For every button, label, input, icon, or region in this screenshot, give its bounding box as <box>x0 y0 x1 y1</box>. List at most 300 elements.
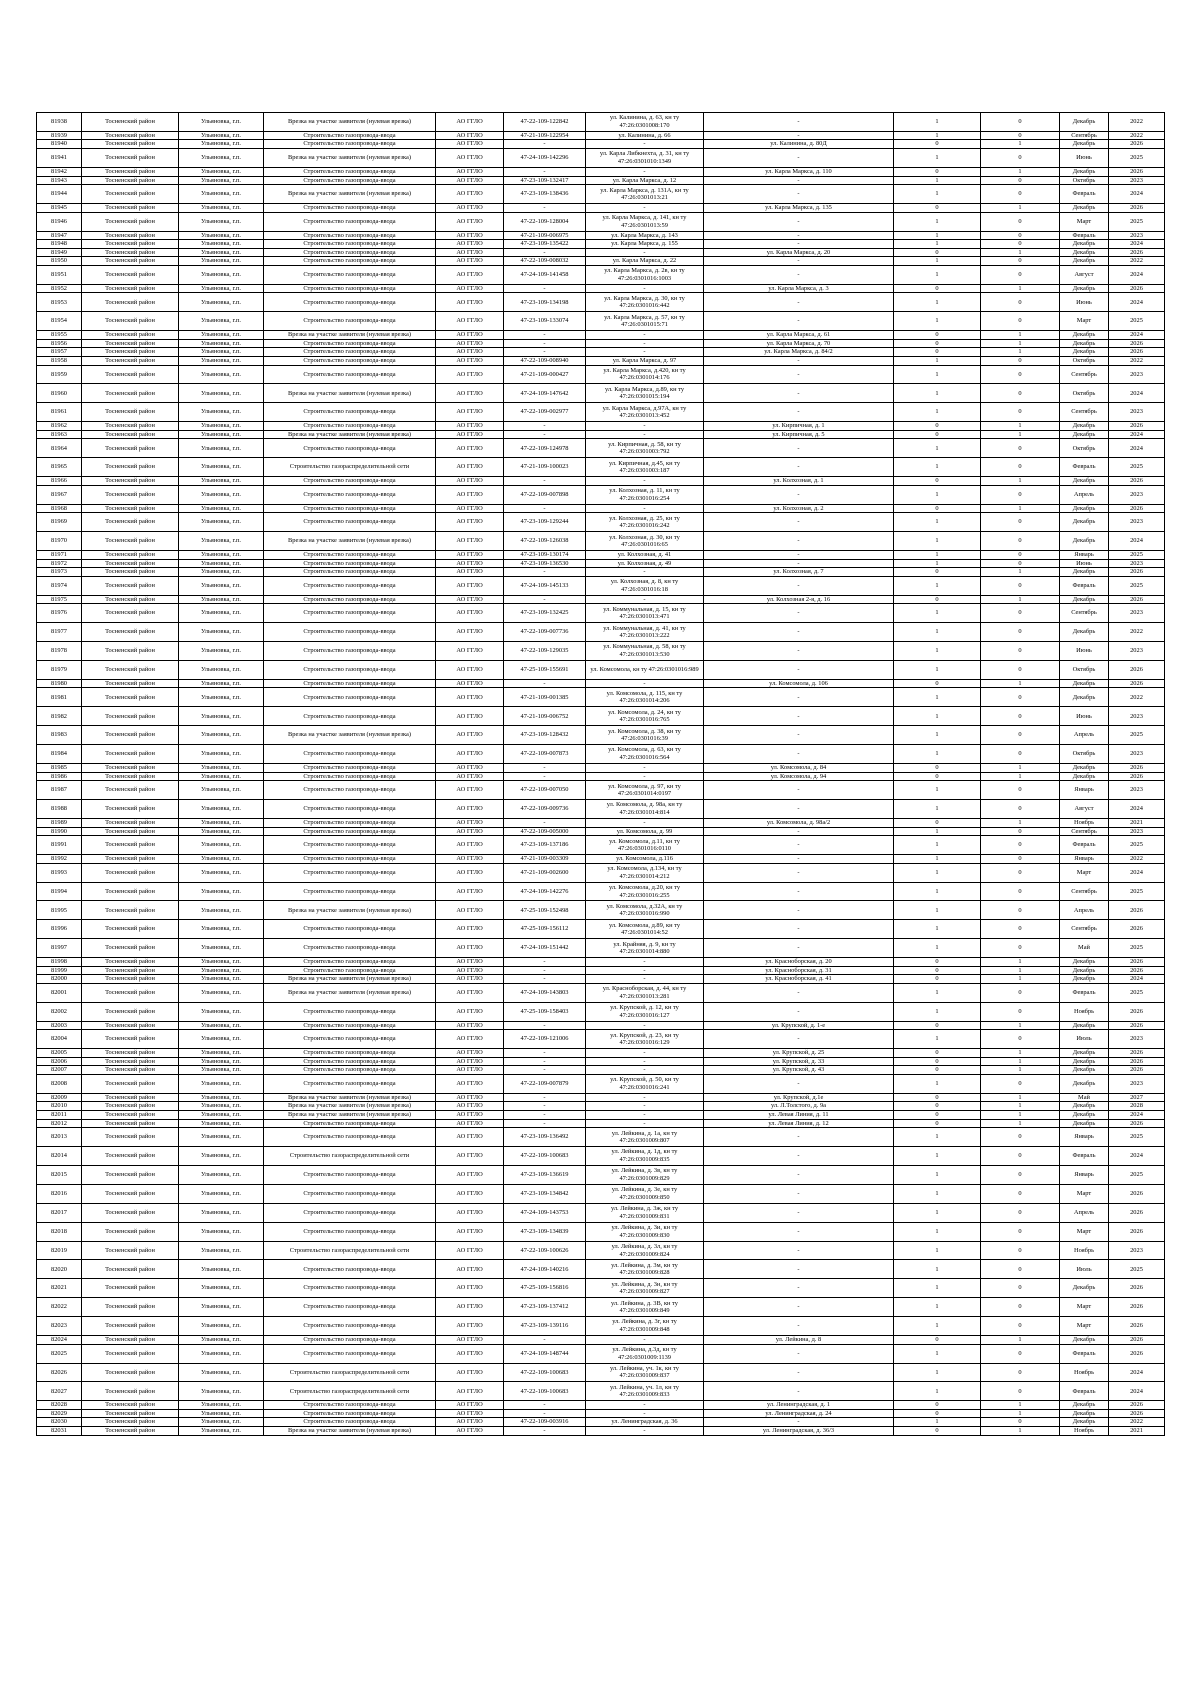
address-cell: ул. Карла Маркса, д. 3 <box>704 284 894 293</box>
address-cell: - <box>704 212 894 231</box>
count-a-cell: 0 <box>894 568 981 577</box>
table-row <box>37 365 1165 384</box>
registration-number-cell: 47-25-109-152498 <box>504 901 586 920</box>
count-b-cell: 0 <box>981 901 1060 920</box>
table-row <box>37 356 1165 365</box>
row-number-cell: 82013 <box>37 1128 82 1147</box>
district-cell: Тосненский район <box>82 339 179 348</box>
count-a-cell: 1 <box>894 1260 981 1279</box>
year-cell: 2026 <box>1109 1184 1165 1203</box>
year-cell: 2026 <box>1109 248 1165 257</box>
month-cell: Декабрь <box>1060 958 1109 967</box>
month-cell: Март <box>1060 1317 1109 1336</box>
address-cadastral-cell: ул. Карла Маркса, д. 30, кн ту 47:26:0301016:442 <box>586 293 704 312</box>
address-cadastral-cell: ул. Карла Маркса, д. 57, кн ту 47:26:0301015:71 <box>586 312 704 331</box>
table-row <box>37 1049 1165 1058</box>
address-cell: - <box>704 1241 894 1260</box>
registration-number-cell: - <box>504 1093 586 1102</box>
work-type-cell: Строительство газопровода-ввода <box>264 1128 436 1147</box>
organization-cell: АО ГГЛО <box>436 595 504 604</box>
count-a-cell: 1 <box>894 642 981 661</box>
row-number-cell: 82027 <box>37 1382 82 1401</box>
district-cell: Тосненский район <box>82 688 179 707</box>
address-cell: - <box>704 939 894 958</box>
year-cell: 2024 <box>1109 331 1165 340</box>
work-type-cell: Врезка на участке заявителя (нулевая врезка) <box>264 149 436 168</box>
year-cell: 2027 <box>1109 1093 1165 1102</box>
row-number-cell: 82025 <box>37 1344 82 1363</box>
year-cell: 2026 <box>1109 167 1165 176</box>
work-type-cell: Строительство газопровода-ввода <box>264 1166 436 1185</box>
month-cell: Декабрь <box>1060 167 1109 176</box>
month-cell: Сентябрь <box>1060 882 1109 901</box>
work-type-cell: Строительство газопровода-ввода <box>264 284 436 293</box>
month-cell: Октябрь <box>1060 384 1109 403</box>
district-cell: Тосненский район <box>82 781 179 800</box>
organization-cell: АО ГГЛО <box>436 983 504 1002</box>
work-type-cell: Строительство газораспределительной сети <box>264 1147 436 1166</box>
year-cell: 2023 <box>1109 403 1165 422</box>
row-number-cell: 82026 <box>37 1363 82 1382</box>
settlement-cell: Ульяновка, г.п. <box>179 920 264 939</box>
count-a-cell: 0 <box>894 1427 981 1436</box>
year-cell: 2023 <box>1109 231 1165 240</box>
row-number-cell: 82020 <box>37 1260 82 1279</box>
month-cell: Февраль <box>1060 458 1109 477</box>
address-cadastral-cell: ул. Кирпичная, д.45, кн ту 47:26:0301003:187 <box>586 458 704 477</box>
registration-number-cell: 47-22-109-100683 <box>504 1382 586 1401</box>
month-cell: Январь <box>1060 1128 1109 1147</box>
count-b-cell: 1 <box>981 1021 1060 1030</box>
address-cell: - <box>704 1363 894 1382</box>
table-row <box>37 939 1165 958</box>
organization-cell: АО ГГЛО <box>436 1260 504 1279</box>
registration-number-cell: 47-22-109-122842 <box>504 113 586 132</box>
count-a-cell: 1 <box>894 1418 981 1427</box>
address-cadastral-cell: - <box>586 764 704 773</box>
organization-cell: АО ГГЛО <box>436 642 504 661</box>
year-cell: 2023 <box>1109 827 1165 836</box>
registration-number-cell: - <box>504 1049 586 1058</box>
year-cell: 2028 <box>1109 1102 1165 1111</box>
count-a-cell: 1 <box>894 113 981 132</box>
registration-number-cell: 47-22-109-007879 <box>504 1074 586 1093</box>
settlement-cell: Ульяновка, г.п. <box>179 726 264 745</box>
year-cell: 2026 <box>1109 1409 1165 1418</box>
district-cell: Тосненский район <box>82 1049 179 1058</box>
registration-number-cell: 47-23-109-132425 <box>504 604 586 623</box>
address-cell: - <box>704 1203 894 1222</box>
settlement-cell: Ульяновка, г.п. <box>179 339 264 348</box>
address-cell: - <box>704 1166 894 1185</box>
row-number-cell: 81967 <box>37 485 82 504</box>
organization-cell: АО ГГЛО <box>436 660 504 679</box>
row-number-cell: 81963 <box>37 430 82 439</box>
organization-cell: АО ГГЛО <box>436 836 504 855</box>
settlement-cell: Ульяновка, г.п. <box>179 1418 264 1427</box>
address-cell: - <box>704 855 894 864</box>
settlement-cell: Ульяновка, г.п. <box>179 140 264 149</box>
settlement-cell: Ульяновка, г.п. <box>179 827 264 836</box>
address-cadastral-cell: ул. Калинина, д. 63, кн ту 47:26:0301008:170 <box>586 113 704 132</box>
settlement-cell: Ульяновка, г.п. <box>179 231 264 240</box>
registration-number-cell: - <box>504 140 586 149</box>
count-a-cell: 0 <box>894 140 981 149</box>
settlement-cell: Ульяновка, г.п. <box>179 781 264 800</box>
month-cell: Декабрь <box>1060 568 1109 577</box>
registration-number-cell: 47-21-109-001385 <box>504 688 586 707</box>
row-number-cell: 82010 <box>37 1102 82 1111</box>
table-row <box>37 403 1165 422</box>
settlement-cell: Ульяновка, г.п. <box>179 504 264 513</box>
count-b-cell: 1 <box>981 958 1060 967</box>
work-type-cell: Строительство газопровода-ввода <box>264 595 436 604</box>
work-type-cell: Строительство газораспределительной сети <box>264 1363 436 1382</box>
organization-cell: АО ГГЛО <box>436 559 504 568</box>
month-cell: Март <box>1060 1298 1109 1317</box>
count-a-cell: 1 <box>894 149 981 168</box>
settlement-cell: Ульяновка, г.п. <box>179 176 264 185</box>
count-b-cell: 1 <box>981 764 1060 773</box>
month-cell: Декабрь <box>1060 204 1109 213</box>
year-cell: 2024 <box>1109 384 1165 403</box>
registration-number-cell: 47-23-109-137186 <box>504 836 586 855</box>
address-cell: - <box>704 863 894 882</box>
settlement-cell: Ульяновка, г.п. <box>179 1049 264 1058</box>
month-cell: Декабрь <box>1060 348 1109 357</box>
table-row <box>37 1111 1165 1120</box>
registration-number-cell: 47-24-109-143803 <box>504 983 586 1002</box>
settlement-cell: Ульяновка, г.п. <box>179 1298 264 1317</box>
address-cadastral-cell: - <box>586 1057 704 1066</box>
table-row <box>37 966 1165 975</box>
district-cell: Тосненский район <box>82 983 179 1002</box>
count-b-cell: 0 <box>981 257 1060 266</box>
settlement-cell: Ульяновка, г.п. <box>179 1128 264 1147</box>
year-cell: 2024 <box>1109 1363 1165 1382</box>
registration-number-cell: - <box>504 595 586 604</box>
year-cell: 2026 <box>1109 477 1165 486</box>
count-a-cell: 1 <box>894 745 981 764</box>
count-b-cell: 1 <box>981 248 1060 257</box>
month-cell: Декабрь <box>1060 1057 1109 1066</box>
month-cell: Февраль <box>1060 231 1109 240</box>
row-number-cell: 82023 <box>37 1317 82 1336</box>
registration-number-cell: 47-22-109-100683 <box>504 1363 586 1382</box>
registration-number-cell: 47-23-109-133074 <box>504 312 586 331</box>
count-b-cell: 0 <box>981 113 1060 132</box>
row-number-cell: 81968 <box>37 504 82 513</box>
address-cell: ул. Красноборская, д. 41 <box>704 975 894 984</box>
count-b-cell: 0 <box>981 1147 1060 1166</box>
organization-cell: АО ГГЛО <box>436 1030 504 1049</box>
district-cell: Тосненский район <box>82 1166 179 1185</box>
address-cell: - <box>704 623 894 642</box>
year-cell: 2022 <box>1109 855 1165 864</box>
address-cadastral-cell: - <box>586 975 704 984</box>
row-number-cell: 81945 <box>37 204 82 213</box>
month-cell: Декабрь <box>1060 1066 1109 1075</box>
count-b-cell: 1 <box>981 140 1060 149</box>
address-cadastral-cell: - <box>586 966 704 975</box>
settlement-cell: Ульяновка, г.п. <box>179 1093 264 1102</box>
address-cell: ул. Л.Толстого, д. 9а <box>704 1102 894 1111</box>
table-row <box>37 1222 1165 1241</box>
count-b-cell: 0 <box>981 939 1060 958</box>
year-cell: 2026 <box>1109 1119 1165 1128</box>
registration-number-cell: 47-23-109-138436 <box>504 185 586 204</box>
count-b-cell: 0 <box>981 1128 1060 1147</box>
row-number-cell: 81980 <box>37 679 82 688</box>
count-a-cell: 0 <box>894 430 981 439</box>
settlement-cell: Ульяновка, г.п. <box>179 1074 264 1093</box>
table-row <box>37 707 1165 726</box>
organization-cell: АО ГГЛО <box>436 772 504 781</box>
district-cell: Тосненский район <box>82 1057 179 1066</box>
address-cadastral-cell: ул. Карла Маркса, д.97А, кн ту 47:26:0301013:452 <box>586 403 704 422</box>
table-row <box>37 422 1165 431</box>
registration-number-cell: - <box>504 504 586 513</box>
settlement-cell: Ульяновка, г.п. <box>179 1336 264 1345</box>
row-number-cell: 82008 <box>37 1074 82 1093</box>
table-row <box>37 819 1165 828</box>
row-number-cell: 81940 <box>37 140 82 149</box>
district-cell: Тосненский район <box>82 248 179 257</box>
address-cell: - <box>704 257 894 266</box>
address-cell: - <box>704 1222 894 1241</box>
registration-number-cell: - <box>504 975 586 984</box>
settlement-cell: Ульяновка, г.п. <box>179 185 264 204</box>
organization-cell: АО ГГЛО <box>436 403 504 422</box>
district-cell: Тосненский район <box>82 642 179 661</box>
address-cadastral-cell: ул. Колхозная, д. 11, кн ту 47:26:0301016:254 <box>586 485 704 504</box>
table-row <box>37 604 1165 623</box>
work-type-cell: Строительство газопровода-ввода <box>264 1260 436 1279</box>
count-b-cell: 0 <box>981 660 1060 679</box>
count-b-cell: 0 <box>981 1418 1060 1427</box>
year-cell: 2026 <box>1109 348 1165 357</box>
registration-number-cell: - <box>504 204 586 213</box>
count-a-cell: 1 <box>894 1184 981 1203</box>
row-number-cell: 81954 <box>37 312 82 331</box>
work-type-cell: Врезка на участке заявителя (нулевая врезка) <box>264 384 436 403</box>
address-cadastral-cell: ул. Лейкина, д. 3в, кн ту 47:26:0301009:829 <box>586 1166 704 1185</box>
address-cell: ул. Комсомола, д. 84 <box>704 764 894 773</box>
district-cell: Тосненский район <box>82 1111 179 1120</box>
year-cell: 2024 <box>1109 430 1165 439</box>
settlement-cell: Ульяновка, г.п. <box>179 1317 264 1336</box>
count-b-cell: 1 <box>981 430 1060 439</box>
address-cadastral-cell: - <box>586 819 704 828</box>
district-cell: Тосненский район <box>82 1021 179 1030</box>
organization-cell: АО ГГЛО <box>436 958 504 967</box>
month-cell: Январь <box>1060 855 1109 864</box>
organization-cell: АО ГГЛО <box>436 204 504 213</box>
month-cell: Апрель <box>1060 901 1109 920</box>
table-row <box>37 559 1165 568</box>
address-cadastral-cell: ул. Комсомола, д.11, кн ту 47:26:0301016:0110 <box>586 836 704 855</box>
settlement-cell: Ульяновка, г.п. <box>179 167 264 176</box>
work-type-cell: Строительство газопровода-ввода <box>264 772 436 781</box>
year-cell: 2026 <box>1109 1336 1165 1345</box>
table-row <box>37 204 1165 213</box>
district-cell: Тосненский район <box>82 356 179 365</box>
registration-number-cell: - <box>504 1427 586 1436</box>
year-cell: 2026 <box>1109 1222 1165 1241</box>
district-cell: Тосненский район <box>82 348 179 357</box>
district-cell: Тосненский район <box>82 576 179 595</box>
year-cell: 2022 <box>1109 113 1165 132</box>
count-b-cell: 0 <box>981 293 1060 312</box>
year-cell: 2023 <box>1109 707 1165 726</box>
row-number-cell: 81970 <box>37 532 82 551</box>
district-cell: Тосненский район <box>82 477 179 486</box>
work-type-cell: Строительство газопровода-ввода <box>264 623 436 642</box>
table-row <box>37 504 1165 513</box>
count-a-cell: 1 <box>894 882 981 901</box>
table-row <box>37 688 1165 707</box>
registration-number-cell: 47-22-109-128004 <box>504 212 586 231</box>
count-a-cell: 1 <box>894 1279 981 1298</box>
count-a-cell: 1 <box>894 726 981 745</box>
address-cell: ул. Левая Линия, д. 11 <box>704 1111 894 1120</box>
count-a-cell: 1 <box>894 707 981 726</box>
count-b-cell: 0 <box>981 688 1060 707</box>
month-cell: Январь <box>1060 551 1109 560</box>
organization-cell: АО ГГЛО <box>436 1021 504 1030</box>
district-cell: Тосненский район <box>82 1184 179 1203</box>
year-cell: 2026 <box>1109 966 1165 975</box>
count-a-cell: 0 <box>894 1336 981 1345</box>
table-row <box>37 248 1165 257</box>
row-number-cell: 82018 <box>37 1222 82 1241</box>
registration-number-cell: 47-22-109-002977 <box>504 403 586 422</box>
address-cadastral-cell: - <box>586 1111 704 1120</box>
table-row <box>37 595 1165 604</box>
registration-number-cell: 47-22-109-007873 <box>504 745 586 764</box>
work-type-cell: Врезка на участке заявителя (нулевая врезка) <box>264 983 436 1002</box>
month-cell: Сентябрь <box>1060 403 1109 422</box>
registration-number-cell: - <box>504 1066 586 1075</box>
count-b-cell: 1 <box>981 331 1060 340</box>
row-number-cell: 81971 <box>37 551 82 560</box>
year-cell: 2025 <box>1109 1128 1165 1147</box>
district-cell: Тосненский район <box>82 1222 179 1241</box>
address-cell: - <box>704 800 894 819</box>
address-cadastral-cell: ул. Колхозная, д. 30, кн ту 47:26:0301016:65 <box>586 532 704 551</box>
table-row <box>37 1203 1165 1222</box>
address-cell: - <box>704 1418 894 1427</box>
address-cell: - <box>704 827 894 836</box>
count-a-cell: 1 <box>894 293 981 312</box>
work-type-cell: Врезка на участке заявителя (нулевая врезка) <box>264 726 436 745</box>
work-type-cell: Врезка на участке заявителя (нулевая врезка) <box>264 1111 436 1120</box>
settlement-cell: Ульяновка, г.п. <box>179 312 264 331</box>
month-cell: Декабрь <box>1060 422 1109 431</box>
settlement-cell: Ульяновка, г.п. <box>179 958 264 967</box>
row-number-cell: 81985 <box>37 764 82 773</box>
organization-cell: АО ГГЛО <box>436 504 504 513</box>
month-cell: Июль <box>1060 1260 1109 1279</box>
address-cadastral-cell: ул. Лейкина, д. 3и, кн ту 47:26:0301009:830 <box>586 1222 704 1241</box>
row-number-cell: 81951 <box>37 265 82 284</box>
registration-number-cell: - <box>504 764 586 773</box>
month-cell: Январь <box>1060 1166 1109 1185</box>
count-a-cell: 0 <box>894 764 981 773</box>
address-cell: - <box>704 532 894 551</box>
registration-number-cell: 47-21-109-000427 <box>504 365 586 384</box>
row-number-cell: 81994 <box>37 882 82 901</box>
address-cadastral-cell: - <box>586 958 704 967</box>
month-cell: Сентябрь <box>1060 920 1109 939</box>
month-cell: Декабрь <box>1060 1111 1109 1120</box>
work-type-cell: Строительство газопровода-ввода <box>264 920 436 939</box>
document-page <box>36 112 1164 1436</box>
registration-number-cell: - <box>504 1401 586 1410</box>
organization-cell: АО ГГЛО <box>436 576 504 595</box>
district-cell: Тосненский район <box>82 312 179 331</box>
work-type-cell: Строительство газопровода-ввода <box>264 568 436 577</box>
settlement-cell: Ульяновка, г.п. <box>179 764 264 773</box>
district-cell: Тосненский район <box>82 422 179 431</box>
year-cell: 2023 <box>1109 604 1165 623</box>
row-number-cell: 81959 <box>37 365 82 384</box>
registration-number-cell: 47-24-109-140216 <box>504 1260 586 1279</box>
table-row <box>37 1401 1165 1410</box>
table-row <box>37 257 1165 266</box>
work-type-cell: Врезка на участке заявителя (нулевая врезка) <box>264 1102 436 1111</box>
address-cell: - <box>704 1074 894 1093</box>
work-type-cell: Строительство газопровода-ввода <box>264 1074 436 1093</box>
count-a-cell: 0 <box>894 504 981 513</box>
address-cell: - <box>704 1279 894 1298</box>
table-row <box>37 1147 1165 1166</box>
work-type-cell: Врезка на участке заявителя (нулевая врезка) <box>264 1427 436 1436</box>
month-cell: Декабрь <box>1060 1409 1109 1418</box>
registration-number-cell: 47-23-109-128432 <box>504 726 586 745</box>
work-type-cell: Строительство газопровода-ввода <box>264 176 436 185</box>
count-a-cell: 1 <box>894 1222 981 1241</box>
work-type-cell: Строительство газопровода-ввода <box>264 513 436 532</box>
address-cadastral-cell: ул. Карла Маркса, д. 97 <box>586 356 704 365</box>
month-cell: Декабрь <box>1060 1418 1109 1427</box>
address-cell: - <box>704 726 894 745</box>
district-cell: Тосненский район <box>82 855 179 864</box>
address-cell: ул. Калинина, д. 80Д <box>704 140 894 149</box>
month-cell: Декабрь <box>1060 113 1109 132</box>
organization-cell: АО ГГЛО <box>436 312 504 331</box>
month-cell: Декабрь <box>1060 1401 1109 1410</box>
count-b-cell: 0 <box>981 1344 1060 1363</box>
registration-number-cell: - <box>504 1119 586 1128</box>
address-cadastral-cell: - <box>586 204 704 213</box>
settlement-cell: Ульяновка, г.п. <box>179 422 264 431</box>
table-row <box>37 1074 1165 1093</box>
settlement-cell: Ульяновка, г.п. <box>179 1409 264 1418</box>
work-type-cell: Строительство газопровода-ввода <box>264 863 436 882</box>
address-cell: - <box>704 176 894 185</box>
settlement-cell: Ульяновка, г.п. <box>179 1222 264 1241</box>
settlement-cell: Ульяновка, г.п. <box>179 679 264 688</box>
registration-number-cell: 47-22-109-009736 <box>504 800 586 819</box>
year-cell: 2023 <box>1109 745 1165 764</box>
table-row <box>37 140 1165 149</box>
district-cell: Тосненский район <box>82 975 179 984</box>
settlement-cell: Ульяновка, г.п. <box>179 356 264 365</box>
registration-number-cell: - <box>504 331 586 340</box>
year-cell: 2024 <box>1109 293 1165 312</box>
row-number-cell: 81972 <box>37 559 82 568</box>
